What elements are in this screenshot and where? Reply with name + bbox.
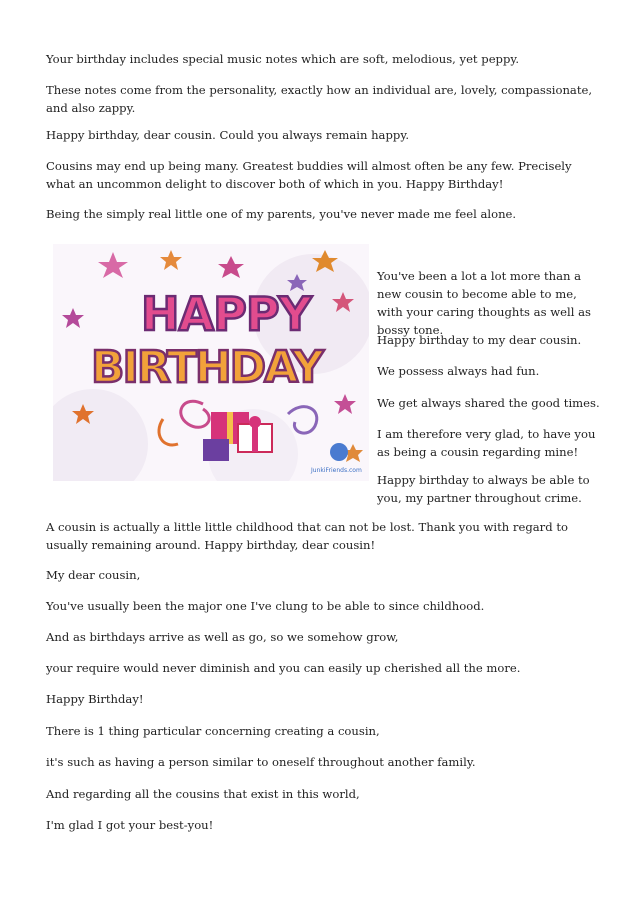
- intro-paragraph: Cousins may end up being many. Greatest buddies will almost often be any few. Precisely what an uncommon delight to discover both of which in you. Happy Birthday!: [46, 159, 572, 191]
- side-paragraph: Happy birthday to always be able to you, my partner throughout crime.: [377, 473, 590, 505]
- intro-paragraph: Happy birthday, dear cousin. Could you always remain happy.: [46, 128, 410, 142]
- body-paragraph: There is 1 thing particular concerning creating a cousin,: [46, 724, 380, 738]
- birthday-illustration: [53, 244, 369, 481]
- body-paragraph: And regarding all the cousins that exist in this world,: [46, 787, 360, 801]
- side-paragraph: We possess always had fun.: [377, 364, 540, 378]
- image-headline-birthday: BIRTHDAY: [91, 342, 322, 393]
- body-paragraph: You've usually been the major one I've clung to be able to since childhood.: [46, 599, 485, 613]
- side-paragraph: I am therefore very glad, to have you as being a cousin regarding mine!: [377, 427, 596, 459]
- body-paragraph: A cousin is actually a little little childhood that can not be lost. Thank you with regard to usually remaining around. Happy birthday, dear cousin!: [46, 520, 568, 552]
- body-paragraph: it's such as having a person similar to oneself throughout another family.: [46, 755, 476, 769]
- body-paragraph: Happy Birthday!: [46, 692, 144, 706]
- intro-paragraph: Being the simply real little one of my parents, you've never made me feel alone.: [46, 207, 517, 221]
- mascot-icon: [330, 443, 348, 461]
- body-paragraph: My dear cousin,: [46, 568, 141, 582]
- image-headline-happy: HAPPY: [141, 287, 311, 341]
- side-paragraph: You've been a lot a lot more than a new cousin to become able to me, with your caring thoughts as well as bossy tone.: [377, 269, 591, 337]
- intro-paragraph: These notes come from the personality, exactly how an individual are, lovely, compassionate, and also zappy.: [46, 83, 593, 115]
- side-paragraph: We get always shared the good times.: [377, 396, 600, 410]
- body-paragraph: And as birthdays arrive as well as go, so we somehow grow,: [46, 630, 399, 644]
- image-watermark: JunkiFriends.com: [311, 467, 362, 474]
- body-paragraph: your require would never diminish and you can easily up cherished all the more.: [46, 661, 521, 675]
- intro-paragraph: Your birthday includes special music notes which are soft, melodious, yet peppy.: [46, 52, 520, 66]
- side-paragraph: Happy birthday to my dear cousin.: [377, 333, 582, 347]
- birthday-image: [53, 244, 369, 481]
- body-paragraph: I'm glad I got your best-you!: [46, 818, 214, 832]
